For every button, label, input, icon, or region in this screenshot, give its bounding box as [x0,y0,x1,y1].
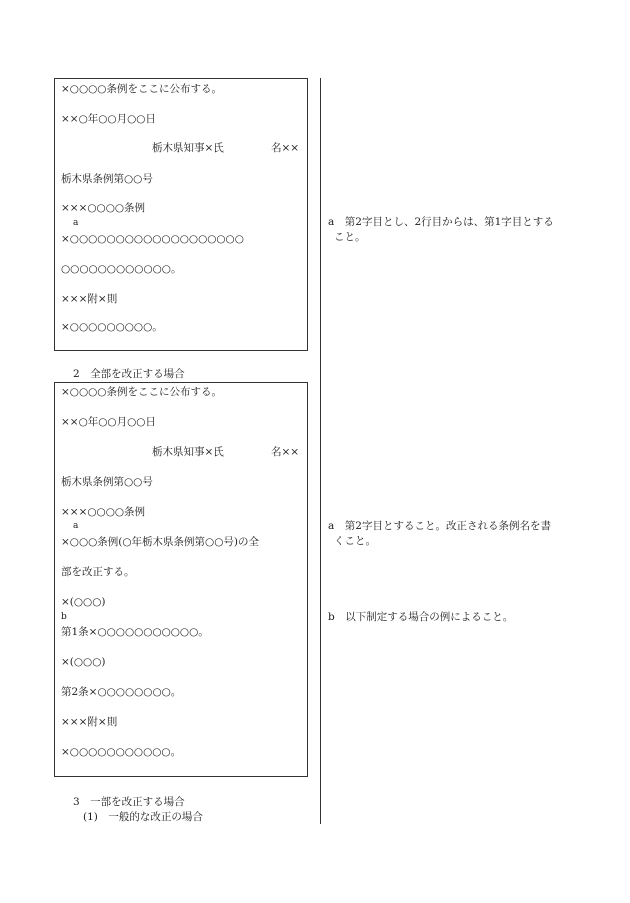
marker-a: a [73,521,79,531]
note-a-2-line-2: くこと。 [334,535,376,547]
note-a-1-line-2: こと。 [334,231,366,243]
article-1: 第1条×○○○○○○○○○○○。 [61,626,209,638]
note-a-2-line-1: a 第2字目とすること。改正される条例名を書 [328,520,551,532]
section-3-heading: 3 一部を改正する場合 [73,796,185,808]
article-2-caption: ×(○○○) [61,656,106,668]
article-1-caption: ×(○○○) [61,596,106,608]
section-3-subheading: (1) 一般的な改正の場合 [83,811,203,823]
governor-name: 名×× [271,446,300,458]
date-line: ××○年○○月○○日 [61,113,156,125]
supplementary-heading: ×××附×則 [61,293,118,305]
promulgation-line: ×○○○○条例をここに公布する。 [61,83,222,95]
governor-name: 名×× [271,142,300,154]
note-a-1-line-1: a 第2字目とし、2行目からは、第1字目とする [328,216,554,228]
governor-title: 栃木県知事×氏 [152,142,224,154]
body-line-1: ×○○○条例(○年栃木県条例第○○号)の全 [61,536,259,548]
promulgation-line: ×○○○○条例をここに公布する。 [61,386,222,398]
body-line-2: 部を改正する。 [61,566,135,578]
governor-title: 栃木県知事×氏 [152,446,224,458]
note-b: b 以下制定する場合の例によること。 [328,611,514,623]
body-line-1: ×○○○○○○○○○○○○○○○○○○○ [61,233,244,245]
date-line: ××○年○○月○○日 [61,416,156,428]
supplementary-heading: ×××附×則 [61,716,118,728]
marker-b: b [61,612,67,622]
ordinance-title: ×××○○○○条例 [61,506,146,518]
supplementary-body: ×○○○○○○○○○。 [61,321,163,333]
supplementary-body: ×○○○○○○○○○○○。 [61,746,182,758]
section-2-heading: 2 全部を改正する場合 [73,368,185,380]
marker-a: a [73,218,79,228]
body-line-2: ○○○○○○○○○○○○。 [61,263,182,275]
ordinance-number: 栃木県条例第○○号 [61,476,153,488]
ordinance-title: ×××○○○○条例 [61,202,146,214]
article-2: 第2条×○○○○○○○○。 [61,686,182,698]
column-divider [320,78,321,824]
ordinance-number: 栃木県条例第○○号 [61,173,153,185]
